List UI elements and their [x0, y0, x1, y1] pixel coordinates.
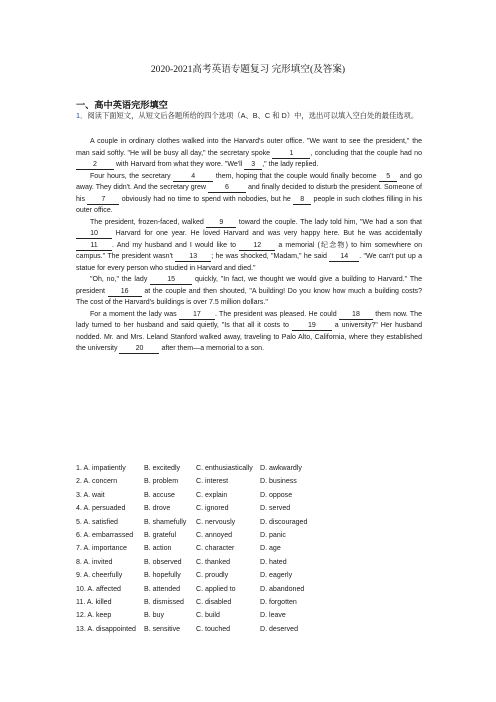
option-a: 5. A. satisfied [76, 518, 118, 526]
option-c: C. explain [196, 491, 228, 499]
option-c: C. ignored [196, 505, 229, 513]
option-d: D. served [260, 505, 291, 513]
paragraph-1 [76, 136, 422, 171]
passage-text: and go away. They didn't. And the secretary grew [76, 172, 422, 191]
option-d: D. discouraged [260, 518, 308, 526]
option-b: B. action [144, 545, 172, 553]
option-c: C. applied to [196, 585, 236, 593]
option-b: B. accuse [144, 491, 175, 499]
option-a: 3. A. wait [76, 491, 105, 499]
blank-20: 20 [119, 344, 159, 354]
option-d: D. hated [260, 558, 287, 566]
option-d: D. deserved [260, 625, 298, 633]
cloze-passage [76, 136, 422, 355]
blank-1: 1 [272, 149, 310, 159]
blank-13: 13 [175, 252, 211, 262]
option-a: 6. A. embarrassed [76, 531, 134, 539]
blank-12: 12 [239, 241, 275, 251]
passage-text: quickly, "In fact, we thought we would give a building to Harvard." The president [76, 276, 422, 295]
blank-6: 6 [208, 183, 246, 193]
passage-text: Four hours, the secretary [90, 172, 174, 180]
option-a: 1. A. impatiently [76, 465, 126, 472]
passage-text: them, hoping that the couple would finally become [213, 172, 380, 180]
passage-text: toward the couple. The lady told him, "We had a son that [236, 218, 422, 226]
option-d: D. leave [260, 612, 286, 620]
option-d: D. age [260, 545, 281, 553]
passage-text: a university?" Her husband nodded. Mr. and Mrs. Leland Stanford walked away, traveling to Palo Alto, California, where they established the university [76, 322, 423, 352]
passage-text: a memorial (纪念物) to him somewhere on campus." The president wasn't [76, 241, 422, 260]
blank-5: 5 [379, 172, 397, 182]
paragraph-4 [76, 274, 422, 309]
option-c: C. build [196, 612, 220, 620]
passage-text: obviously had no time to spend with nobodies, but he [119, 195, 294, 203]
option-c: C. thanked [196, 558, 231, 566]
passage-text: For a moment the lady was [90, 310, 179, 318]
option-b: B. drove [144, 505, 171, 513]
option-a: 7. A. importance [76, 545, 127, 553]
paragraph-5 [76, 309, 422, 355]
option-a: 8. A. invited [76, 558, 113, 566]
passage-text: them now. The lady turned to her husband and said quietly, "Is that all it costs to [76, 310, 422, 329]
blank-2: 2 [76, 160, 114, 170]
blank-4: 4 [173, 172, 213, 182]
blank-11: 11 [76, 241, 112, 251]
blank-8: 8 [293, 195, 311, 205]
option-c: C. enthusiastically [196, 465, 253, 472]
passage-text: people in such clothes filling in his outer office. [76, 195, 422, 214]
blank-3: 3 [244, 160, 262, 170]
passage-text: , concluding that the couple had no [310, 149, 423, 157]
option-a: 13. A. disappointed [76, 625, 136, 633]
blank-19: 19 [292, 321, 332, 331]
option-d: D. eagerly [260, 572, 293, 580]
option-c: C. annoyed [196, 531, 233, 539]
option-b: B. dismissed [144, 598, 184, 606]
passage-text: with Harvard from what they wore. "We'll [114, 161, 245, 168]
option-b: B. problem [144, 478, 179, 486]
option-b: B. attended [144, 585, 181, 593]
passage-text: "Oh, no," the lady [90, 276, 151, 283]
blank-18: 18 [339, 310, 373, 320]
option-d: D. oppose [260, 491, 293, 499]
option-b: B. observed [144, 558, 182, 566]
option-a: 2. A. concern [76, 478, 118, 486]
option-b: B. grateful [144, 531, 177, 539]
option-d: D. awkwardly [260, 465, 302, 472]
option-c: C. disabled [196, 598, 232, 606]
document-title: 2020-2021高考英语专题复习 完形填空(及答案) [150, 64, 346, 75]
option-d: D. business [260, 478, 297, 486]
instruction-text [76, 110, 420, 122]
passage-text: The president, frozen-faced, walked [90, 218, 207, 226]
option-a: 12. A. keep [76, 612, 112, 620]
section-heading: 一、高中英语完形填空 [76, 100, 168, 110]
option-d: D. panic [260, 531, 286, 539]
passage-text: after them—a memorial to a son. [159, 345, 265, 352]
passage-text: . The president was pleased. He could [214, 310, 339, 318]
option-b: B. hopefully [144, 572, 181, 580]
passage-text: Harvard for one year. He loved Harvard and was very happy here. But he was accidentally [112, 230, 422, 237]
option-b: B. sensitive [144, 625, 181, 633]
passage-text: ," the lady replied. [262, 161, 319, 168]
blank-10: 10 [76, 229, 112, 239]
blank-14: 14 [329, 252, 359, 262]
option-b: B. buy [144, 612, 164, 620]
option-a: 4. A. persuaded [76, 505, 126, 513]
passage-text: and finally decided to disturb the president. Someone of his [76, 184, 422, 203]
passage-text: . And my husband and I would like to [112, 241, 240, 249]
option-a: 11. A. killed [76, 598, 112, 606]
option-d: D. abandoned [260, 585, 305, 593]
paragraph-2 [76, 171, 422, 217]
option-c: C. nervously [196, 518, 236, 526]
option-c: C. character [196, 545, 235, 553]
question-number: 1． [76, 111, 88, 120]
option-c: C. interest [196, 478, 229, 486]
blank-15: 15 [150, 275, 192, 285]
passage-text: ; he was shocked, "Madam," he said [211, 253, 330, 260]
blank-17: 17 [179, 310, 215, 320]
passage-text: . "We can't put up a statue for every person who studied in Harvard and died." [76, 253, 422, 272]
option-a: 10. A. affected [76, 585, 121, 593]
option-c: C. touched [196, 625, 231, 633]
blank-9: 9 [206, 218, 236, 228]
option-b: B. shamefully [144, 518, 187, 526]
paragraph-3 [76, 217, 422, 275]
passage-text: A couple in ordinary clothes walked into the Harvard's outer office. "We want to see the president," the man said softly. "He will be busy all day," the secretary spoke [76, 138, 422, 157]
blank-16: 16 [108, 287, 142, 297]
option-d: D. forgotten [260, 598, 297, 606]
option-a: 9. A. cheerfully [76, 572, 123, 580]
passage-text: at the couple and then shouted, "A building! Do you know how much a building costs? The cost of the Harvard's buildings is over 7.5 million dollars." [76, 287, 422, 306]
option-b: B. excitedly [144, 465, 181, 472]
blank-7: 7 [87, 195, 119, 205]
option-c: C. proudly [196, 572, 229, 580]
instruction-body: 阅读下面短文，从短文后各题所给的四个选项（A、B、C 和 D）中，选出可以填入空白处的最佳选项。 [87, 111, 419, 120]
